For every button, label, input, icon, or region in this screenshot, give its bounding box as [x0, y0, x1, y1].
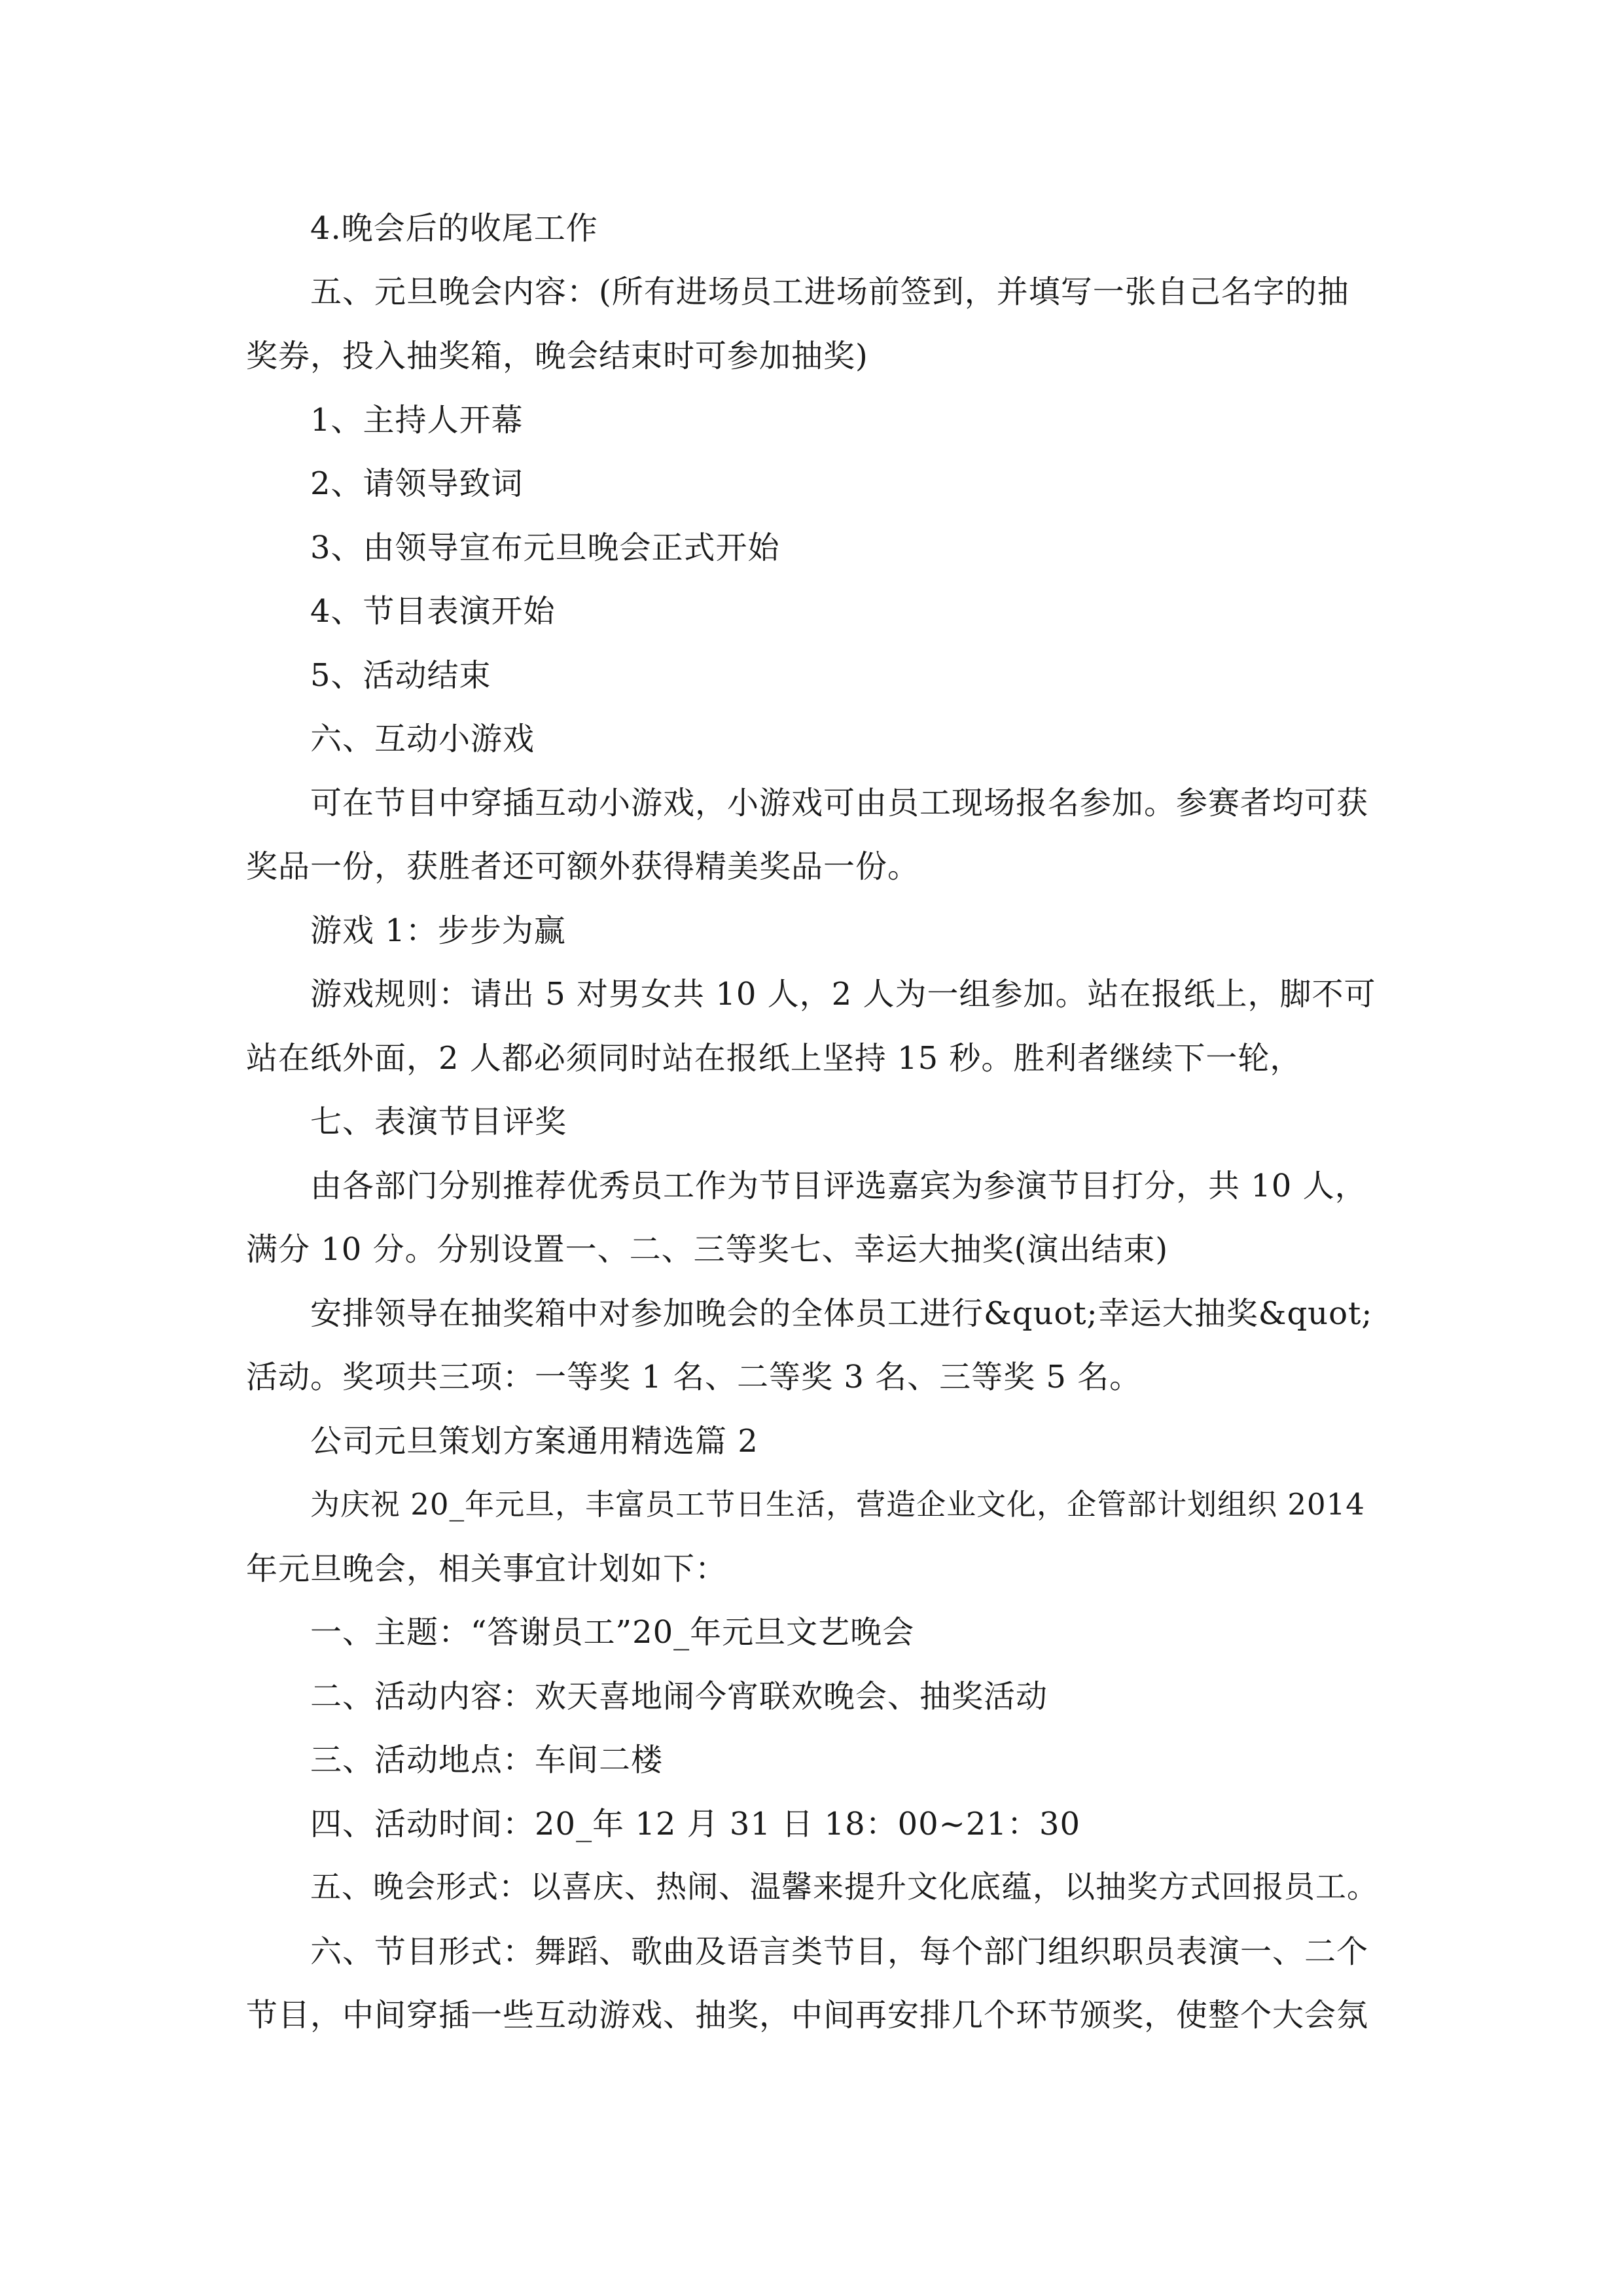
- text-line: 二、活动内容：欢天喜地闹今宵联欢晚会、抽奖活动: [310, 1678, 1048, 1715]
- text-line: 活动。奖项共三项：一等奖 1 名、二等奖 3 名、三等奖 5 名。: [246, 1359, 1142, 1395]
- text-line: 三、活动地点：车间二楼: [310, 1742, 664, 1778]
- text-line: 站在纸外面，2 人都必须同时站在报纸上坚持 15 秒。胜利者继续下一轮，: [246, 1040, 1302, 1077]
- text-line: 六、节目形式：舞蹈、歌曲及语言类节目，每个部门组织职员表演一、二个: [310, 1933, 1369, 1970]
- text-line: 安排领导在抽奖箱中对参加晚会的全体员工进行&quot;幸运大抽奖&quot;: [310, 1295, 1373, 1332]
- text-line: 1、主持人开幕: [310, 402, 524, 439]
- text-line: 3、由领导宣布元旦晚会正式开始: [310, 529, 780, 566]
- text-line: 公司元旦策划方案通用精选篇 2: [310, 1423, 758, 1460]
- text-line: 五、元旦晚会内容：(所有进场员工进场前签到，并填写一张自己名字的抽: [310, 274, 1349, 310]
- text-line: 由各部门分别推荐优秀员工作为节目评选嘉宾为参演节目打分，共 10 人，: [310, 1168, 1367, 1204]
- text-line: 2、请领导致词: [310, 465, 524, 502]
- text-line: 六、互动小游戏: [310, 721, 535, 757]
- text-line: 奖品一份，获胜者还可额外获得精美奖品一份。: [246, 848, 920, 885]
- text-line: 四、活动时间：20_年 12 月 31 日 18：00~21：30: [310, 1806, 1081, 1842]
- text-line: 4、节目表演开始: [310, 593, 556, 630]
- text-line: 4.晚会后的收尾工作: [310, 210, 598, 247]
- text-line: 年元旦晚会，相关事宜计划如下：: [246, 1551, 728, 1587]
- text-line: 一、主题：“答谢员工”20_年元旦文艺晚会: [310, 1614, 915, 1651]
- text-line: 满分 10 分。分别设置一、二、三等奖七、幸运大抽奖(演出结束): [246, 1231, 1169, 1268]
- text-line: 五、晚会形式：以喜庆、热闹、温馨来提升文化底蕴，以抽奖方式回报员工。: [310, 1869, 1378, 1905]
- text-line: 奖券，投入抽奖箱，晚会结束时可参加抽奖): [246, 338, 868, 374]
- text-line: 游戏规则：请出 5 对男女共 10 人，2 人为一组参加。站在报纸上，脚不可: [310, 976, 1376, 1013]
- text-line: 游戏 1：步步为赢: [310, 912, 566, 949]
- text-line: 5、活动结束: [310, 657, 491, 694]
- text-line: 可在节目中穿插互动小游戏，小游戏可由员工现场报名参加。参赛者均可获: [310, 785, 1369, 821]
- text-line: 七、表演节目评奖: [310, 1103, 567, 1140]
- text-line: 节目，中间穿插一些互动游戏、抽奖，中间再安排几个环节颁奖，使整个大会氛: [246, 1997, 1369, 2034]
- text-line: 为庆祝 20_年元旦，丰富员工节日生活，营造企业文化，企管部计划组织 2014: [310, 1487, 1365, 1522]
